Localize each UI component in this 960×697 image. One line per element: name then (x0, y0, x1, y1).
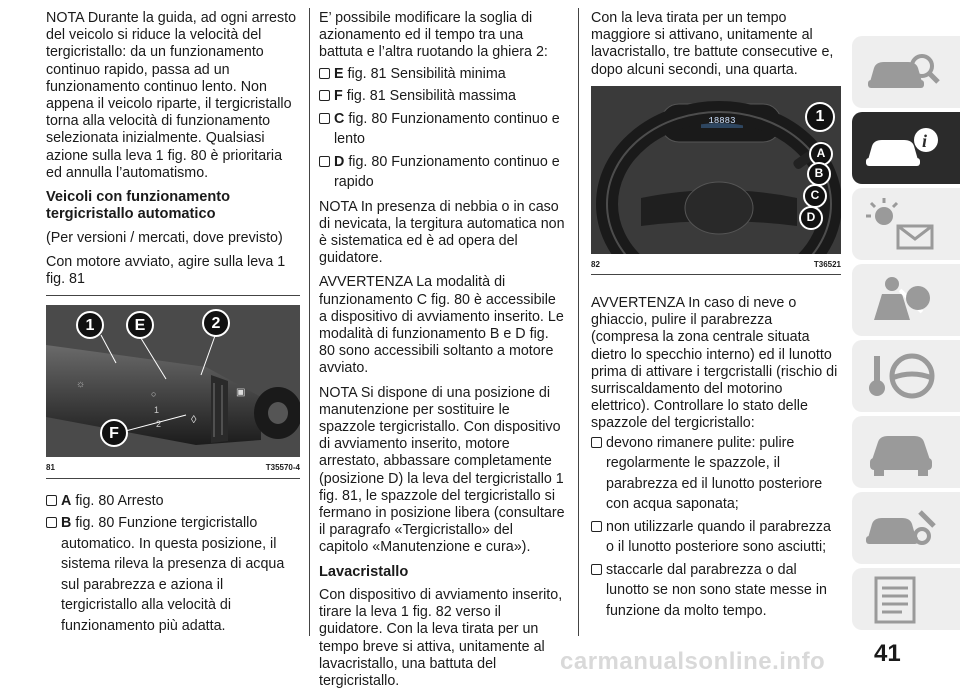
callout-C: C (803, 184, 827, 208)
callout-B: B (807, 162, 831, 186)
callout-1: 1 (805, 102, 835, 132)
watermark: carmanualsonline.info (560, 648, 826, 675)
threshold-paragraph: E’ possibile modificare la soglia di azionamento ed il tempo tra una battuta e l’altra ruotando la ghiera 2: (319, 10, 548, 61)
column-1 (46, 10, 300, 638)
item-key: B (61, 515, 72, 532)
svg-text:i: i (922, 131, 928, 151)
item-key: A (61, 492, 72, 509)
figure-82 (591, 86, 841, 275)
tab-technical-data[interactable] (852, 568, 960, 630)
bullet-box-icon (591, 521, 602, 532)
car-tools-icon (862, 500, 942, 556)
bullet-box-icon (46, 495, 57, 506)
tab-safety[interactable] (852, 264, 960, 336)
callout-A: A (809, 142, 833, 166)
column-divider (309, 8, 310, 636)
page-number: 41 (874, 640, 901, 667)
snow-warning: AVVERTENZA In caso di neve o ghiaccio, pulire il parabrezza (compresa la zona centrale situata dietro lo specchio interno) ed il lunotto prima di attivare i tergcristalli (rischio di surriscaldamento del motorino elettrico). Controllare lo stato delle spazzole del tergicristallo: (591, 295, 838, 432)
figure-bottom-rule (591, 274, 841, 275)
callout-E: E (126, 311, 154, 339)
item-text: devono rimanere pulite: pulire regolarmente le spazzole, il parabrezza ed il lunotto posteriore con acqua saponata; (606, 434, 823, 513)
washer-long-pull: Con la leva tirata per un tempo maggiore si attivano, unitamente al lavacristallo, tre battute consecutive e, dopo alcuni secondi, una quarta. (591, 10, 834, 78)
maintenance-note: NOTA Si dispone di una posizione di manutenzione per sostituire le spazzole tergicristallo. Con dispositivo di avviamento inserito, motore arrestato, abbassare completamente (posizione D) la leva del tergicristallo 1 fig. 81, le spazzole del tergicristallo si fermano in posizione libera (consultare il paragrafo «Tergicristallo» del capitolo «Manutenzione e cura»). (319, 384, 565, 556)
svg-text:☼: ☼ (76, 379, 86, 391)
item-text: fig. 81 Sensibilità massima (346, 88, 516, 105)
tab-starting-driving[interactable] (852, 340, 960, 412)
light-envelope-icon (862, 196, 942, 252)
wiper-lever-image (46, 305, 300, 457)
section-heading-washer: Lavacristallo (319, 563, 409, 580)
item-text: fig. 80 Funzione tergicristallo automatico. In questa posizione, il sistema rileva la presenza di acqua sul parabrezza e aziona il tergicristallo alla velocità di funzionamento più adatta. (61, 515, 285, 634)
callout-1: 1 (76, 311, 104, 339)
item-key: F (334, 88, 343, 105)
item-key: E (334, 65, 344, 82)
lever-instruction: Con motore avviato, agire sulla leva 1 fig. 81 (46, 254, 286, 288)
list-item (591, 433, 841, 515)
column-3 (591, 10, 841, 623)
car-info-icon (862, 120, 942, 176)
column-divider (578, 8, 579, 636)
car-search-icon (862, 44, 942, 100)
tab-lights-messages[interactable] (852, 188, 960, 260)
item-text: fig. 80 Arresto (75, 492, 164, 509)
item-text: staccarle dal parabrezza o dal lunotto se non sono state messe in funzione da molto tempo. (606, 561, 827, 619)
svg-text:2: 2 (156, 419, 162, 430)
item-key: C (334, 110, 345, 127)
bullet-box-icon (319, 156, 330, 167)
figure-caption (46, 459, 300, 476)
figure-bottom-rule (46, 478, 300, 479)
bullet-box-icon (319, 113, 330, 124)
item-text: non utilizzarle quando il parabrezza o il lunotto posteriore sono asciutti; (606, 518, 831, 556)
steering-wheel-image (591, 86, 841, 254)
cluster-display: 18883 (708, 115, 736, 126)
fog-note: NOTA In presenza di nebbia o in caso di nevicata, la tergitura automatica non è sistematica ed è ad opera del guidatore. (319, 198, 565, 267)
list-item (591, 517, 841, 558)
mode-warning: AVVERTENZA La modalità di funzionamento C fig. 80 è accessibile a dispositivo di avviamento inserito. Le modalità di funzionamento B e D fig. 80 sono accessibili soltanto a motore avviato. (319, 274, 564, 377)
callout-2: 2 (202, 309, 230, 337)
item-text: fig. 80 Funzionamento continuo e rapido (334, 153, 560, 191)
versions-note: (Per versioni / mercati, dove previsto) (46, 229, 283, 246)
svg-text:1: 1 (154, 405, 160, 416)
tab-car-search[interactable] (852, 36, 960, 108)
callout-F: F (100, 419, 128, 447)
figure-top-rule (46, 295, 300, 296)
tab-maintenance[interactable] (852, 492, 960, 564)
figure-caption (591, 256, 841, 273)
car-front-icon (862, 424, 942, 480)
svg-text:▣: ▣ (236, 387, 246, 399)
list-item (46, 491, 300, 512)
bullet-box-icon (46, 517, 57, 528)
svg-text:◊: ◊ (191, 414, 197, 427)
washer-paragraph: Con dispositivo di avviamento inserito, tirare la leva 1 fig. 82 verso il guidatore. Con la leva tirata per un tempo breve si attiva, unitamente al lavacristallo, una battuta del tergicristallo. (319, 587, 563, 690)
steering-wheel-illustration (591, 86, 841, 254)
bullet-box-icon (591, 437, 602, 448)
tab-car-info[interactable] (852, 112, 960, 184)
list-item (591, 560, 841, 622)
note-paragraph: NOTA Durante la guida, ad ogni arresto del veicolo si riduce la velocità del tergicristallo: da un funzionamento continuo rapido, passa ad un funzionamento continuo lento. Non appena il veicolo riparte, il tergicristallo torna alla velocità di funzionamento selezionata inizialmente. Qualsiasi azione sulla leva 1 fig. 80 è prioritaria ed annulla l’automatismo. (46, 10, 297, 181)
svg-text:○: ○ (151, 389, 157, 400)
list-item (319, 109, 566, 150)
column-2 (319, 10, 566, 697)
list-item (319, 86, 566, 107)
list-item (319, 152, 566, 193)
figure-number: 82 (591, 259, 600, 269)
callout-D: D (799, 206, 823, 230)
figure-81 (46, 295, 300, 478)
section-heading-automatic-wiper: Veicoli con funzionamento tergicristallo automatico (46, 189, 231, 223)
figure-code: T35570-4 (265, 463, 300, 473)
list-item (319, 64, 566, 85)
tab-emergency[interactable] (852, 416, 960, 488)
bullet-box-icon (591, 564, 602, 575)
airbag-person-icon (862, 272, 942, 328)
figure-number: 81 (46, 463, 55, 473)
bullet-box-icon (319, 68, 330, 79)
figure-code: T36521 (813, 259, 841, 269)
item-key: D (334, 153, 345, 170)
checklist-icon (862, 576, 942, 624)
bullet-box-icon (319, 90, 330, 101)
steering-wheel-key-icon (862, 348, 942, 404)
item-text: fig. 80 Funzionamento continuo e lento (334, 110, 560, 148)
item-text: fig. 81 Sensibilità minima (347, 65, 506, 82)
list-item (46, 513, 300, 636)
